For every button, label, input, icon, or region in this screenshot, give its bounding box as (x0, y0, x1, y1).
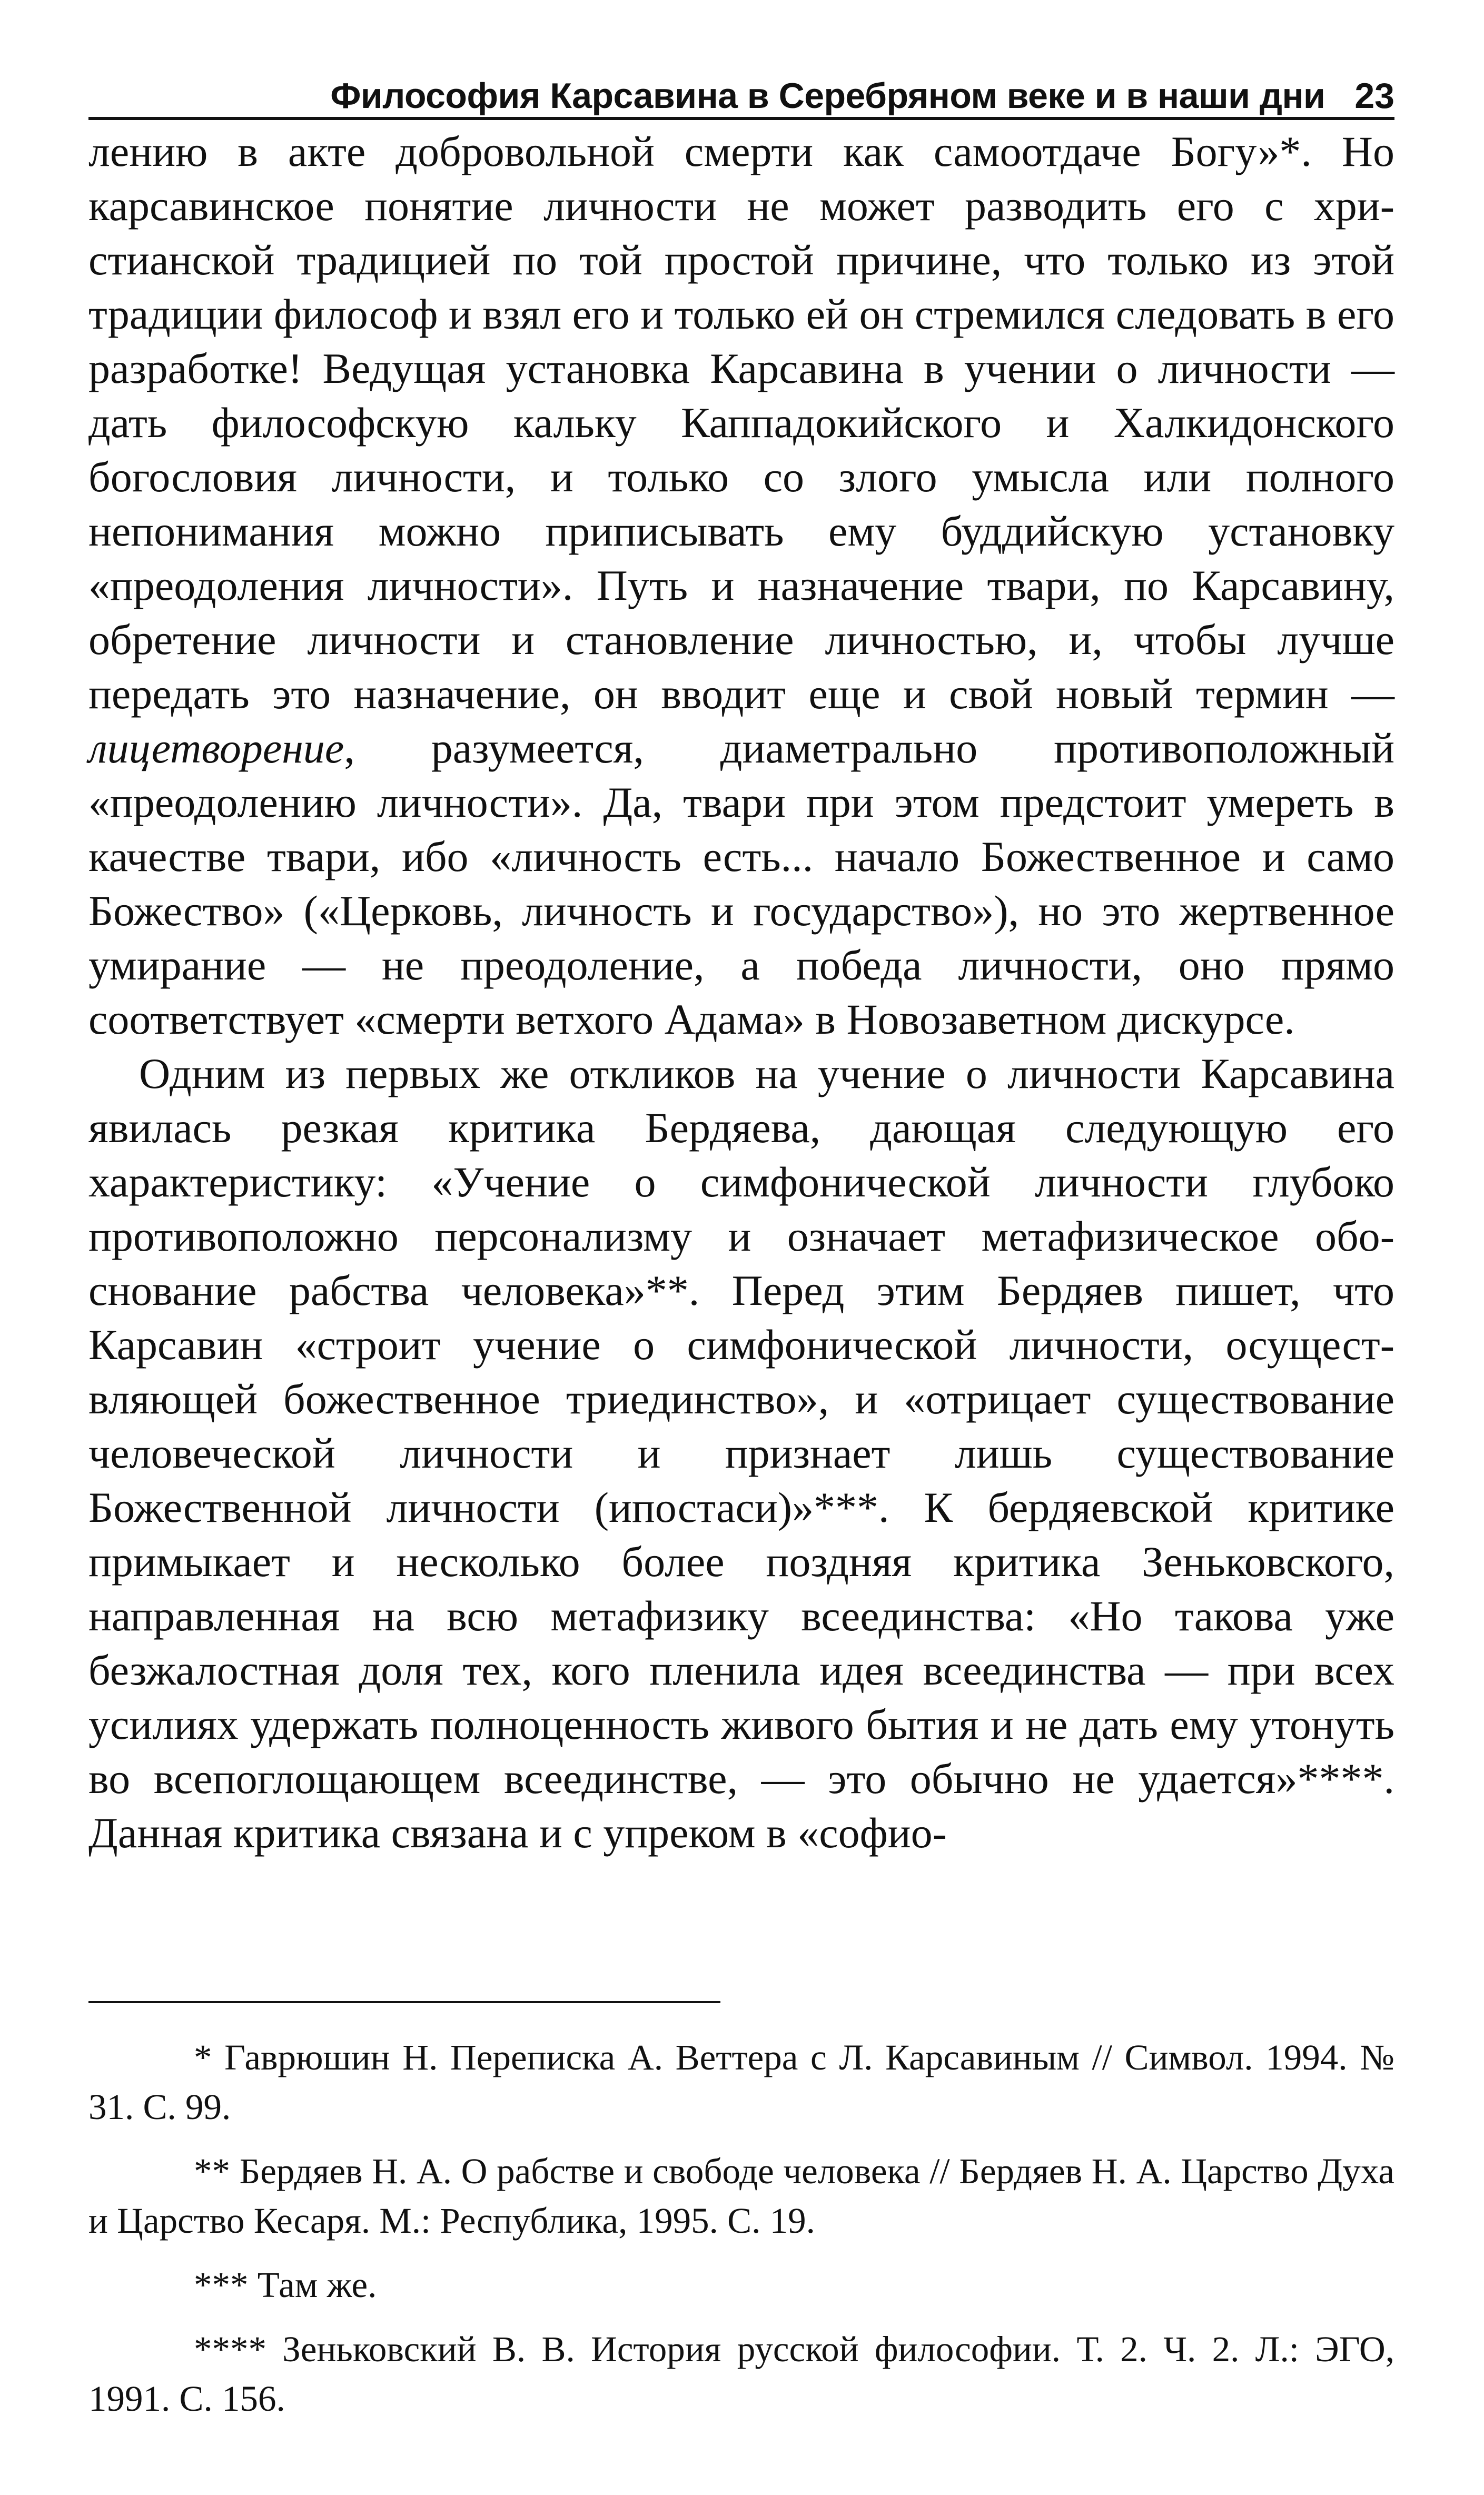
footnote-4: **** Зеньковский В. В. История русской философии. Т. 2. Ч. 2. Л.: ЭГО, 1991. С. 156. (88, 2329, 1394, 2419)
paragraph-1 (88, 124, 1394, 1046)
paragraph-1-text: лению в акте добровольной смерти как самоотдаче Богу»*. Но карсавинское понятие личности не может разводить его с христианской традицией по той простой причине, что только из этой традиции философ и взял его и только ей он стремился следовать в его разработке! Ведущая установка Карсавина в учении о личности — дать философскую кальку Каппадокийского и Халкидонского богословия личности, и только со злого умысла или полного непонимания можно приписывать ему буддийскую установку «преодоления личности». Путь и назначение твари, по Карсавину, обретение личности и становление личностью, и, чтобы лучше передать это назначение, он вводит еще и свой новый термин — (88, 127, 1394, 718)
header-rule (88, 117, 1394, 120)
paragraph-2: Одним из первых же откликов на учение о личности Карсавина явилась резкая критика Бердяева, дающая следующую его характеристику: «Учение о симфонической личности глубоко противоположно персонализму и означает метафизическое обоснование рабства человека»**. Перед этим Бердяев пишет, что Карсавин «строит учение о симфонической личности, осуществляющей божественное триединство», и «отрицает существование человеческой личности и признает лишь существование Божественной личности (ипостаси)»***. К бердяевской критике примыкает и несколько более поздняя критика Зеньковского, направленная на всю метафизику всеединства: «Но такова уже безжалостная доля тех, кого пленила идея всеединства — при всех усилиях удержать полноценность живого бытия и не дать ему утонуть во всепоглощающем всеединстве, — это обычно не удается»****. Данная критика связана и с упреком в «софио- (88, 1050, 1394, 1857)
running-header (88, 67, 1394, 114)
footnotes (88, 2033, 1394, 2438)
paragraph-1-continuation: , разумеется, диаметрально противоположный «преодолению личности». Да, твари при этом предстоит умереть в качестве твари, ибо «личность есть... начало Божественное и само Божество» («Церковь, личность и государство»), но это жертвенное умирание — не преодоление, а победа личности, оно прямо соответствует «смерти ветхого Адама» в Новозаветном дискурсе. (88, 724, 1394, 1043)
footnote-3: *** Там же. (194, 2265, 377, 2305)
italic-term: лицетворение (88, 724, 344, 772)
footnote-2: ** Бердяев Н. А. О рабстве и свободе человека // Бердяев Н. А. Царство Духа и Царство Кесаря. М.: Республика, 1995. С. 19. (88, 2151, 1394, 2241)
running-title: Философия Карсавина в Серебряном веке и в наши дни (330, 76, 1325, 116)
main-text (88, 124, 1394, 1860)
footnote-1: * Гаврюшин Н. Переписка А. Веттера с Л. Карсавиным // Символ. 1994. № 31. С. 99. (88, 2037, 1394, 2127)
page-number: 23 (1354, 76, 1394, 116)
footnote-separator (88, 2001, 720, 2003)
